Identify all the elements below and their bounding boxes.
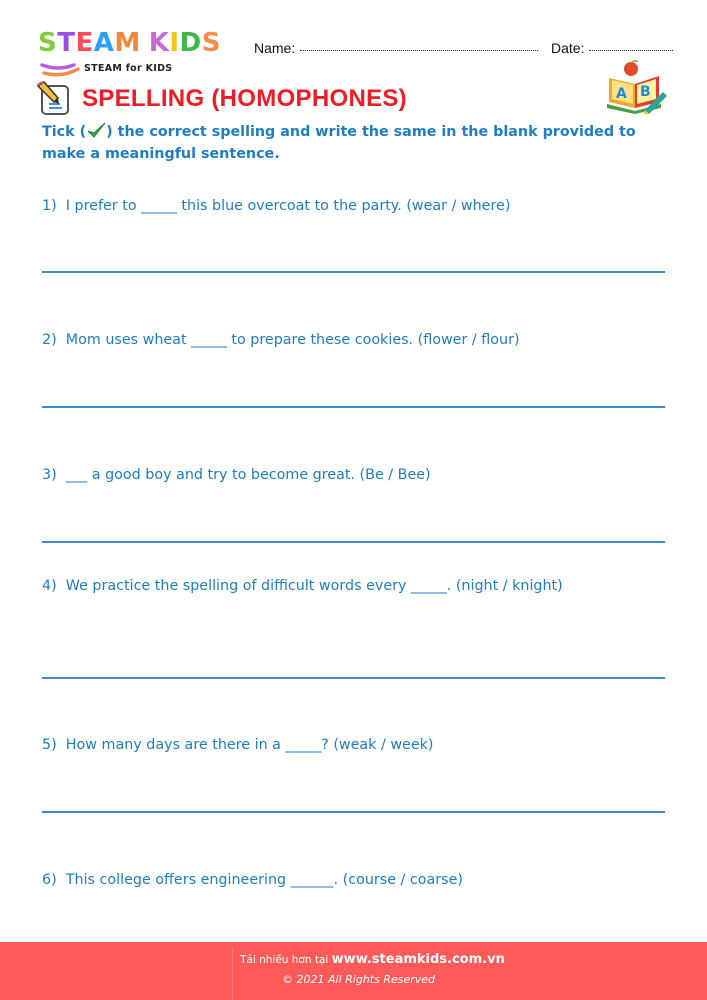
date-blank[interactable] [589,50,673,51]
answer-line-5[interactable] [42,811,665,813]
logo-letter: D [179,28,202,58]
name-label: Name: [254,40,296,56]
question-number: 3) [42,467,57,483]
question-1 [42,198,510,214]
logo-swoosh-icon [40,62,82,78]
question-text: ___ a good boy and try to become great. (Be / Bee) [65,467,431,483]
footer-divider [232,948,233,1000]
instructions-before: Tick ( [42,124,87,140]
question-5 [42,737,434,753]
footer-url-link[interactable]: www.steamkids.com.vn [331,952,505,967]
question-text: Mom uses wheat _____ to prepare these cookies. (flower / flour) [65,332,520,348]
question-number: 5) [42,737,57,753]
logo-tagline: STEAM for KIDS [84,63,173,74]
answer-line-1[interactable] [42,271,665,273]
date-label: Date: [551,40,585,56]
svg-text:B: B [640,84,651,100]
worksheet-title: SPELLING (HOMOPHONES) [82,85,407,112]
name-field[interactable] [254,40,538,56]
logo-letter: T [57,28,76,58]
answer-line-2[interactable] [42,406,665,408]
question-text: How many days are there in a _____? (weak / week) [65,737,434,753]
question-3 [42,467,431,483]
logo-letter: K [148,28,170,58]
logo-wordmark [38,28,221,58]
question-number: 6) [42,872,57,888]
footer-copyright: © 2021 All Rights Reserved [282,973,436,986]
question-text: This college offers engineering ______. (course / coarse) [65,872,463,888]
logo-letter: S [38,28,58,58]
instructions [42,121,682,165]
logo-letter: E [75,28,94,58]
footer-prefix: Tải nhiều hơn tại [240,954,332,966]
steam-kids-logo [38,28,238,76]
logo-letter: I [169,28,180,58]
date-field[interactable] [551,40,673,56]
svg-text:A: A [616,86,627,102]
question-text: We practice the spelling of difficult words every _____. (night / knight) [65,578,563,594]
abc-book-icon [605,60,667,114]
answer-line-4[interactable] [42,677,665,679]
name-blank[interactable] [300,50,538,51]
question-number: 1) [42,198,57,214]
footer-bar [0,942,707,1000]
checkmark-icon [86,121,106,139]
question-number: 2) [42,332,57,348]
logo-letter: A [93,28,115,58]
worksheet-title-row [36,80,407,118]
logo-letter: M [114,28,141,58]
instructions-after: ) the correct spelling and write the same in the blank provided to make a meaningful sentence. [42,124,636,162]
question-text: I prefer to _____ this blue overcoat to the party. (wear / where) [65,198,511,214]
question-2 [42,332,520,348]
logo-letter: S [201,28,221,58]
question-6 [42,872,463,888]
question-4 [42,578,563,594]
pencil-paper-icon [36,80,74,118]
footer-download-text [240,952,505,967]
question-number: 4) [42,578,57,594]
answer-line-3[interactable] [42,541,665,543]
